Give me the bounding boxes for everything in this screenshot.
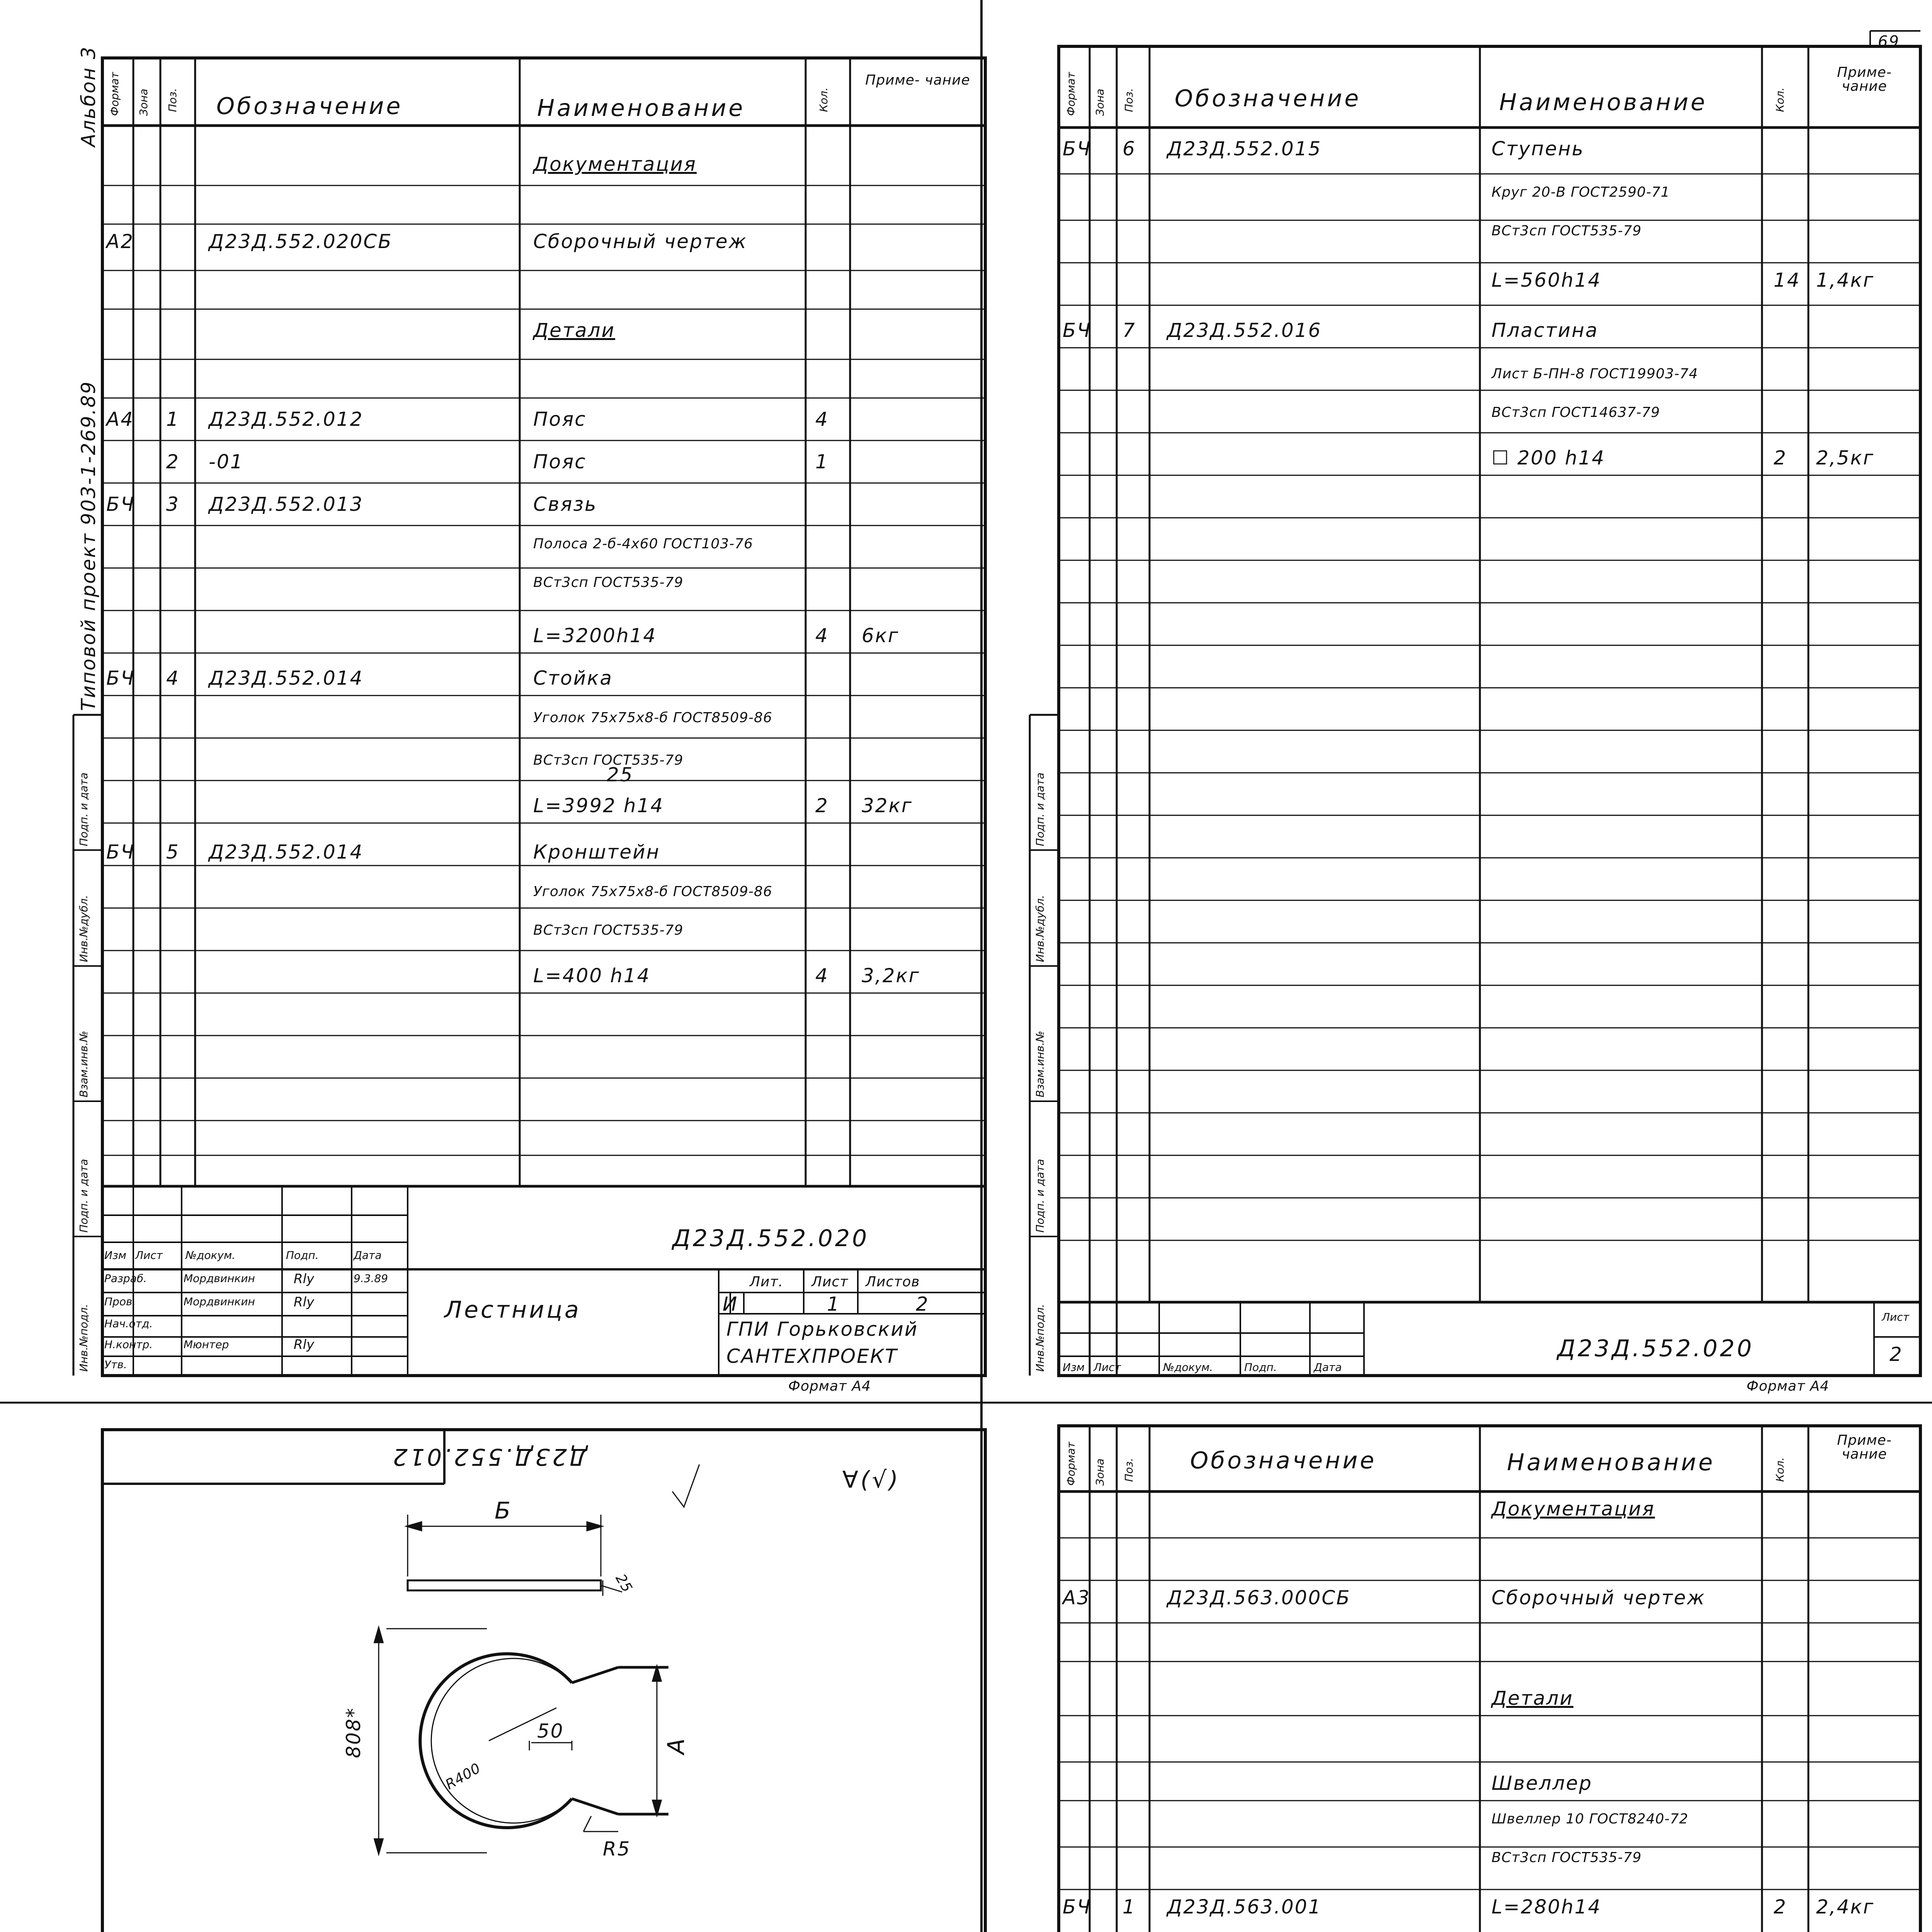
spec-name: Круг 20-В ГОСТ2590-71	[1492, 184, 1670, 200]
spec-name: Документация	[1492, 1498, 1655, 1520]
tb-role: Пров.	[104, 1295, 136, 1308]
title-name: Лестница	[444, 1296, 581, 1323]
spec-name: Швеллер	[1492, 1772, 1593, 1794]
spec-name: Связь	[533, 493, 597, 515]
header-note: Приме- чание	[865, 72, 970, 88]
spec-qty: 4	[815, 408, 829, 430]
spec-designation: Д23Д.552.013	[209, 493, 364, 515]
tb-sheet: Лист	[1882, 1311, 1909, 1323]
spec-format: БЧ	[106, 493, 135, 515]
org-name: ГПИ Горьковский	[726, 1318, 918, 1340]
tb-role: Нач.отд.	[104, 1317, 153, 1330]
album-caption: Альбон 3	[77, 46, 100, 147]
tb-person: Мордвинкин	[184, 1295, 255, 1308]
spec-qty: 4	[815, 624, 829, 647]
header-zone: Зона	[1094, 1458, 1106, 1486]
tb-date: 9.3.89	[354, 1272, 388, 1285]
tb-col: Дата	[1314, 1361, 1342, 1374]
spec-note: 32кг	[862, 794, 913, 817]
project-caption: Типовой проект 903-1-269.89	[77, 380, 100, 711]
spec-pos: 1	[166, 408, 180, 430]
title-code: Д23Д.552.020	[1557, 1335, 1754, 1362]
roughness-value: 25	[607, 764, 634, 786]
spec-pos: 6	[1122, 138, 1136, 160]
spec-designation: Д23Д.552.020СБ	[209, 230, 393, 253]
spec-name: ВСт3сп ГОСТ535-79	[1492, 1850, 1642, 1866]
tb-col: Подп.	[1244, 1361, 1277, 1374]
mirrored-code: Д23Д.552.012	[390, 1443, 587, 1470]
spec-qty: 1	[815, 451, 829, 473]
tb-sheet-val: 2	[1889, 1343, 1903, 1366]
spec-name: Пояс	[533, 408, 587, 430]
tb-col: Подп.	[286, 1249, 319, 1262]
tb-sheet-val: 1	[827, 1293, 840, 1315]
spec-format: БЧ	[106, 667, 135, 689]
dim-diameter: 808*	[342, 1707, 365, 1758]
header-qty: Кол.	[1774, 87, 1786, 112]
tb-lit-val: И	[723, 1293, 738, 1315]
spec-name: Лист Б-ПН-8 ГОСТ19903-74	[1492, 366, 1698, 382]
spec-note: 1,4кг	[1816, 269, 1874, 291]
tb-lit: Лит.	[750, 1274, 783, 1290]
spec-designation: Д23Д.552.014	[209, 667, 364, 689]
spec-designation: -01	[209, 451, 244, 473]
header-pos: Поз.	[1122, 1458, 1135, 1482]
tb-sheet: Лист	[811, 1274, 849, 1290]
spec-name: L=3992 h14	[533, 794, 664, 817]
header-name: Наименование	[537, 95, 745, 122]
format-label: Формат А4	[1747, 1378, 1830, 1394]
spec-name: Швеллер 10 ГОСТ8240-72	[1492, 1811, 1689, 1827]
tb-sheets-val: 2	[916, 1293, 929, 1315]
header-name: Наименование	[1507, 1449, 1715, 1476]
header-designation: Обозначение	[216, 93, 403, 120]
spec-name: ☐ 200 h14	[1492, 447, 1605, 469]
spec-note: 2,4кг	[1816, 1896, 1874, 1918]
spec-designation: Д23Д.552.012	[209, 408, 364, 430]
title-code: Д23Д.552.020	[672, 1225, 869, 1252]
header-pos: Поз.	[1122, 88, 1135, 112]
tb-col: Лист	[1094, 1361, 1121, 1374]
spec-name: L=280h14	[1492, 1896, 1602, 1918]
spec-pos: 5	[166, 841, 180, 863]
header-note: Приме- чание	[1837, 65, 1892, 94]
stamp-cell: Подп. и дата	[77, 772, 90, 846]
header-designation: Обозначение	[1190, 1447, 1377, 1474]
tb-person: Мюнтер	[184, 1338, 229, 1351]
tb-col: Лист	[135, 1249, 163, 1262]
spec-pos: 7	[1122, 319, 1136, 342]
spec-format: БЧ	[1063, 1896, 1092, 1918]
spec-name: Документация	[533, 153, 697, 175]
spec-name: Уголок 75х75х8-б ГОСТ8509-86	[533, 884, 772, 900]
spec-format: A3	[1063, 1587, 1091, 1609]
spec-pos: 3	[166, 493, 180, 515]
spec-qty: 2	[1774, 447, 1787, 469]
spec-format: БЧ	[1063, 319, 1092, 342]
page-number: 69	[1878, 33, 1900, 51]
signature: Rly	[294, 1294, 315, 1310]
tb-col: №докум.	[185, 1249, 236, 1262]
header-designation: Обозначение	[1175, 85, 1361, 112]
spec-qty: 2	[1774, 1896, 1787, 1918]
header-name: Наименование	[1499, 89, 1708, 116]
spec-name: ВСт3сп ГОСТ535-79	[1492, 223, 1642, 239]
dim-width: 50	[537, 1720, 564, 1742]
header-qty: Кол.	[817, 87, 830, 112]
signature: Rly	[294, 1271, 315, 1287]
spec-name: ВСт3сп ГОСТ535-79	[533, 752, 684, 768]
spec-designation: Д23Д.563.001	[1167, 1896, 1322, 1918]
spec-name: Детали	[533, 319, 616, 342]
spec-qty: 14	[1774, 269, 1801, 291]
spec-qty: 4	[815, 964, 829, 987]
dim-b: Б	[495, 1497, 513, 1524]
spec-name: Уголок 75х75х8-б ГОСТ8509-86	[533, 710, 772, 726]
tb-col: Дата	[354, 1249, 382, 1262]
spec-name: Детали	[1492, 1687, 1574, 1709]
spec-designation: Д23Д.552.014	[209, 841, 364, 863]
stamp-cell: Инв.№подл.	[77, 1304, 90, 1372]
spec-note: 3,2кг	[862, 964, 920, 987]
spec-name: ВСт3сп ГОСТ535-79	[533, 922, 684, 938]
stamp-cell: Взам.инв.№	[77, 1031, 90, 1097]
spec-name: Сборочный чертеж	[533, 230, 747, 253]
spec-name: L=3200h14	[533, 624, 657, 647]
signature: Rly	[294, 1337, 315, 1352]
stamp-cell: Подп. и дата	[77, 1159, 90, 1233]
stamp-cell: Подп. и дата	[1034, 1159, 1046, 1233]
spec-format: A2	[106, 230, 134, 253]
spec-name: Кронштейн	[533, 841, 660, 863]
spec-pos: 2	[166, 451, 180, 473]
spec-name: ВСт3сп ГОСТ535-79	[533, 575, 684, 590]
spec-name: Сборочный чертеж	[1492, 1587, 1706, 1609]
spec-note: 6кг	[862, 624, 900, 647]
stamp-cell: Подп. и дата	[1034, 772, 1046, 846]
spec-name: ВСт3сп ГОСТ14637-79	[1492, 405, 1660, 420]
header-pos: Поз.	[166, 88, 179, 112]
spec-pos: 4	[166, 667, 180, 689]
spec-name: L=400 h14	[533, 964, 651, 987]
header-zone: Зона	[137, 88, 150, 116]
stamp-cell: Инв.№дубл.	[1034, 895, 1046, 962]
spec-qty: 2	[815, 794, 829, 817]
tb-role: Утв.	[104, 1358, 127, 1371]
spec-name: Стойка	[533, 667, 613, 689]
header-zone: Зона	[1094, 88, 1106, 116]
spec-format: БЧ	[1063, 138, 1092, 160]
spec-name: Ступень	[1492, 138, 1585, 160]
spec-designation: Д23Д.552.015	[1167, 138, 1322, 160]
spec-name: Пояс	[533, 451, 587, 473]
header-format: Формат	[108, 72, 121, 116]
tb-role: Н.контр.	[104, 1338, 153, 1351]
spec-name: L=560h14	[1492, 269, 1602, 291]
tb-col: №докум.	[1163, 1361, 1213, 1374]
tb-sheets: Листов	[866, 1274, 920, 1290]
spec-name: Пластина	[1492, 319, 1599, 342]
spec-designation: Д23Д.563.000СБ	[1167, 1587, 1351, 1609]
header-format: Формат	[1065, 1442, 1077, 1486]
dim-rs: R5	[603, 1838, 631, 1860]
tb-col: Изм	[1063, 1361, 1085, 1374]
spec-format: БЧ	[106, 841, 135, 863]
tb-person: Мордвинкин	[184, 1272, 255, 1285]
dim-a: А	[663, 1736, 690, 1754]
header-note: Приме- чание	[1837, 1432, 1892, 1462]
roughness-mark: ∀(√)	[842, 1466, 901, 1493]
tb-role: Разраб.	[104, 1272, 147, 1285]
tb-col: Изм	[104, 1249, 126, 1262]
spec-note: 2,5кг	[1816, 447, 1874, 469]
spec-format: A4	[106, 408, 134, 430]
spec-pos: 1	[1122, 1896, 1136, 1918]
header-format: Формат	[1065, 72, 1077, 116]
stamp-cell: Инв.№дубл.	[77, 895, 90, 962]
org-name: САНТЕХПРОЕКТ	[726, 1345, 898, 1367]
header-qty: Кол.	[1774, 1457, 1786, 1482]
dim-slope: 25	[612, 1571, 636, 1595]
stamp-cell: Взам.инв.№	[1034, 1031, 1046, 1097]
spec-name: Полоса 2-б-4х60 ГОСТ103-76	[533, 536, 753, 552]
stamp-cell: Инв.№подл.	[1034, 1304, 1046, 1372]
dim-radius: R400	[443, 1760, 484, 1793]
spec-designation: Д23Д.552.016	[1167, 319, 1322, 342]
format-label: Формат А4	[788, 1378, 871, 1394]
